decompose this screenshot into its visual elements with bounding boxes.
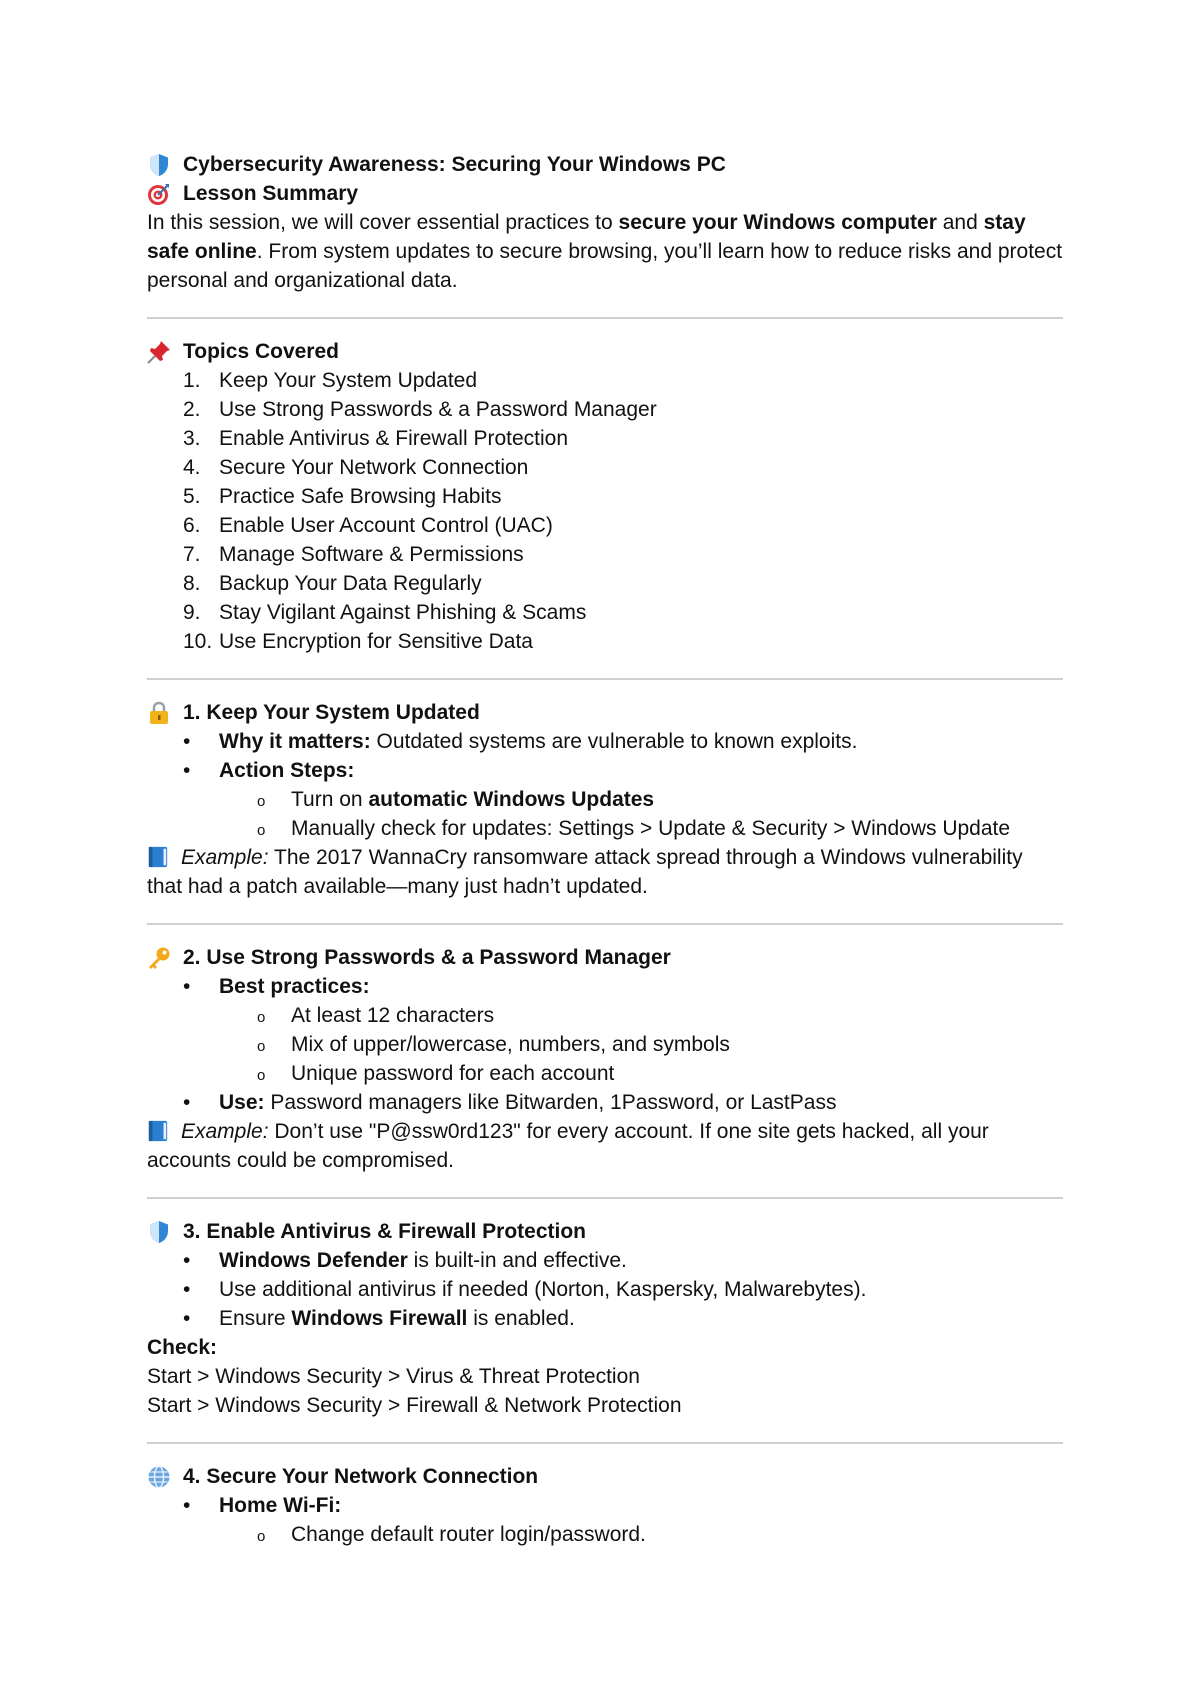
list-item: • Use: Password managers like Bitwarden, 1Password, or LastPass <box>147 1088 1063 1117</box>
divider <box>147 923 1063 925</box>
list-item: • Home Wi-Fi: <box>147 1491 1063 1520</box>
section-1-bullets <box>147 727 1063 785</box>
list-item: 7. Manage Software & Permissions <box>183 543 524 566</box>
locked-padlock-icon <box>147 701 171 725</box>
section-2-bullets <box>147 972 1063 1001</box>
section-2-use <box>147 1088 1063 1117</box>
list-item: o Turn on automatic Windows Updates <box>147 785 1063 814</box>
settings-path: Start > Windows Security > Firewall & Network Protection <box>147 1394 682 1417</box>
target-icon <box>147 182 171 206</box>
topics-heading: Topics Covered <box>147 337 1063 366</box>
document-page <box>147 150 1063 1549</box>
section-2-example: Example: Don’t use "P@ssw0rd123" for every account. If one site gets hacked, all your accounts could be compromised. <box>147 1120 989 1172</box>
shield-icon <box>147 1220 171 1244</box>
list-item: 3. Enable Antivirus & Firewall Protection <box>183 427 568 450</box>
divider <box>147 1197 1063 1199</box>
list-item: o Manually check for updates: Settings > Update & Security > Windows Update <box>147 814 1063 843</box>
document-title: Cybersecurity Awareness: Securing Your Windows PC <box>147 150 1063 179</box>
section-4-heading: 4. Secure Your Network Connection <box>147 1462 1063 1491</box>
section-1-example: Example: The 2017 WannaCry ransomware attack spread through a Windows vulnerability that had a patch available—many just hadn’t updated. <box>147 846 1023 898</box>
list-item: 4. Secure Your Network Connection <box>183 456 529 479</box>
section-3-bullets <box>147 1246 1063 1333</box>
list-item: • Best practices: <box>147 972 1063 1001</box>
list-item: 10. Use Encryption for Sensitive Data <box>183 630 533 653</box>
topics-list <box>147 366 1063 656</box>
section-4-wifi-items <box>147 1520 1063 1549</box>
list-item: o At least 12 characters <box>147 1001 1063 1030</box>
settings-path: Start > Windows Security > Virus & Threat Protection <box>147 1365 640 1388</box>
divider <box>147 317 1063 319</box>
lesson-summary-heading: Lesson Summary <box>147 179 1063 208</box>
list-item: o Change default router login/password. <box>147 1520 1063 1549</box>
shield-icon <box>147 153 171 177</box>
section-3-heading: 3. Enable Antivirus & Firewall Protection <box>147 1217 1063 1246</box>
globe-icon <box>147 1465 171 1489</box>
list-item: • Action Steps: <box>147 756 1063 785</box>
list-item: • Ensure Windows Firewall is enabled. <box>147 1304 1063 1333</box>
blue-book-icon <box>147 1120 169 1142</box>
section-1-steps <box>147 785 1063 843</box>
section-2-practices <box>147 1001 1063 1088</box>
section-1-heading: 1. Keep Your System Updated <box>147 698 1063 727</box>
list-item: • Windows Defender is built-in and effective. <box>147 1246 1063 1275</box>
key-icon <box>147 946 171 970</box>
list-item: 1. Keep Your System Updated <box>183 369 478 392</box>
divider <box>147 1442 1063 1444</box>
list-item: 8. Backup Your Data Regularly <box>183 572 482 595</box>
list-item: 9. Stay Vigilant Against Phishing & Scams <box>183 601 587 624</box>
list-item: 2. Use Strong Passwords & a Password Manager <box>183 398 657 421</box>
list-item: o Mix of upper/lowercase, numbers, and symbols <box>147 1030 1063 1059</box>
list-item: 5. Practice Safe Browsing Habits <box>183 485 502 508</box>
list-item: o Unique password for each account <box>147 1059 1063 1088</box>
divider <box>147 678 1063 680</box>
check-label: Check: <box>147 1336 218 1359</box>
blue-book-icon <box>147 846 169 868</box>
list-item: • Why it matters: Outdated systems are vulnerable to known exploits. <box>147 727 1063 756</box>
section-4-bullets <box>147 1491 1063 1520</box>
list-item: • Use additional antivirus if needed (Norton, Kaspersky, Malwarebytes). <box>147 1275 1063 1304</box>
list-item: 6. Enable User Account Control (UAC) <box>183 514 553 537</box>
pushpin-icon <box>147 340 171 364</box>
lesson-summary-text: In this session, we will cover essential practices to secure your Windows computer and stay safe online. From system updates to secure browsing, you’ll learn how to reduce risks and protect personal and organizational data. <box>147 211 1063 292</box>
section-2-heading: 2. Use Strong Passwords & a Password Manager <box>147 943 1063 972</box>
